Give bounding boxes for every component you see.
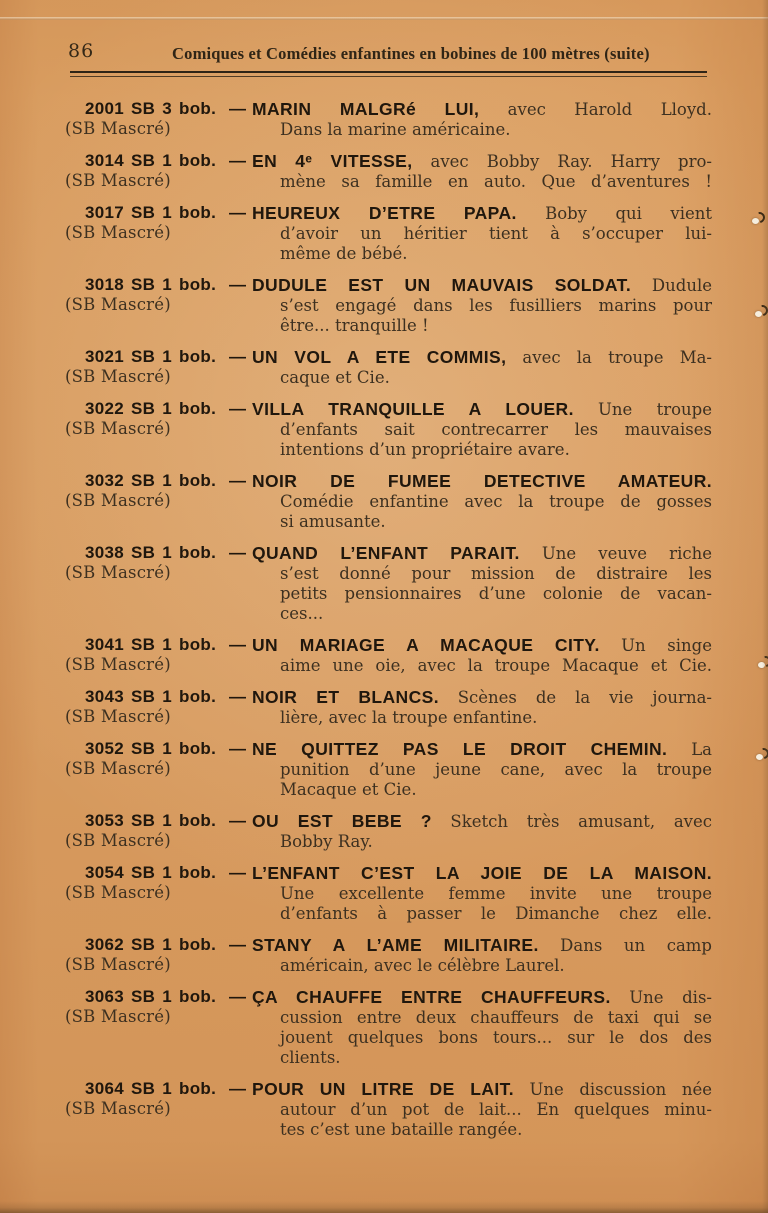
description-line [252,203,712,224]
punch-hole-mark [752,214,763,224]
entry-left-column [65,99,252,140]
film-summary-text: Une excellente femme invite une troupe [280,884,712,903]
entry-dash: — [229,1079,246,1098]
film-summary-text: même de bébé. [280,244,408,263]
entry-dash: — [229,863,246,882]
entry-producer: (SB Mascré) [65,707,171,726]
entry-left-column [65,399,252,460]
entry-left-column [65,935,252,976]
description-line [252,151,712,172]
film-title: OU EST BEBE ? [252,811,432,831]
description-line [252,604,712,624]
entry-producer: (SB Mascré) [65,171,171,190]
film-summary-text: intentions d’un propriétaire avare. [280,440,570,459]
description-line [252,1048,712,1068]
page-title: Comiques et Comédies enfantines en bobines de 100 mètres (suite) [172,44,650,63]
film-summary-text: Macaque et Cie. [280,780,417,799]
film-summary-text: Dudule [651,276,712,295]
description-line [252,244,712,264]
description-line [252,275,712,296]
entry-description [252,739,712,800]
entry-code: 3062 SB 1 bob. [85,935,217,954]
entry-producer: (SB Mascré) [65,1007,171,1026]
film-summary-text: Bobby Ray. [280,832,373,851]
entry-description [252,811,712,852]
film-summary-text: clients. [280,1048,341,1067]
film-summary-text: Une dis- [629,988,712,1007]
description-line [252,1100,712,1120]
film-summary-text: petits pensionnaires d’une colonie de vacan- [280,584,712,603]
entry-description [252,275,712,336]
description-line [252,935,712,956]
entry-description [252,203,712,264]
description-line [252,1028,712,1048]
entry-dash: — [229,687,246,706]
film-summary-text: s’est donné pour mission de distraire les [280,564,712,583]
catalog-entry [65,863,712,924]
entry-code: 3017 SB 1 bob. [85,203,217,222]
header-rule [70,71,707,77]
film-summary-text: mène sa famille en auto. Que d’aventures ! [280,172,712,191]
film-title: VILLA TRANQUILLE A LOUER. [252,399,574,419]
catalog-entry [65,987,712,1068]
film-summary-text: s’est engagé dans les fusilliers marins pour [280,296,712,315]
description-line [252,368,712,388]
description-line [252,420,712,440]
catalog-entry [65,203,712,264]
description-line [252,956,712,976]
entry-left-column [65,687,252,728]
description-line [252,904,712,924]
film-summary-text: être... tranquille ! [280,316,429,335]
description-line [252,492,712,512]
punch-hole-mark [755,307,766,317]
entry-code: 3043 SB 1 bob. [85,687,217,706]
entry-producer: (SB Mascré) [65,367,171,386]
description-line [252,543,712,564]
punch-hole-mark [756,750,767,760]
description-line [252,399,712,420]
entries-list [65,99,712,1151]
film-title: NOIR ET BLANCS. [252,687,439,707]
description-line [252,471,712,492]
film-summary-text: punition d’une jeune cane, avec la troupe [280,760,712,779]
entry-dash: — [229,203,246,222]
entry-dash: — [229,399,246,418]
description-line [252,780,712,800]
catalog-entry [65,811,712,852]
entry-producer: (SB Mascré) [65,883,171,902]
film-title: NE QUITTEZ PAS LE DROIT CHEMIN. [252,739,668,759]
description-line [252,832,712,852]
entry-code: 3021 SB 1 bob. [85,347,217,366]
entry-producer: (SB Mascré) [65,119,171,138]
film-title: UN MARIAGE A MACAQUE CITY. [252,635,600,655]
entry-dash: — [229,347,246,366]
description-line [252,687,712,708]
entry-description [252,543,712,624]
entry-producer: (SB Mascré) [65,295,171,314]
catalog-entry [65,471,712,532]
description-line [252,316,712,336]
entry-dash: — [229,543,246,562]
film-summary-text: d’enfants à passer le Dimanche chez elle. [280,904,712,923]
description-line [252,1008,712,1028]
catalog-entry [65,399,712,460]
entry-dash: — [229,935,246,954]
entry-producer: (SB Mascré) [65,223,171,242]
entry-producer: (SB Mascré) [65,759,171,778]
entry-producer: (SB Mascré) [65,491,171,510]
entry-dash: — [229,635,246,654]
film-summary-text: Dans la marine américaine. [280,120,511,139]
entry-producer: (SB Mascré) [65,655,171,674]
entry-left-column [65,863,252,924]
description-line [252,884,712,904]
entry-left-column [65,471,252,532]
film-summary-text: Une troupe [598,400,712,419]
film-summary-text: avec Harold Lloyd. [507,100,712,119]
entry-left-column [65,811,252,852]
catalog-entry [65,1079,712,1140]
entry-producer: (SB Mascré) [65,563,171,582]
entry-dash: — [229,471,246,490]
entry-left-column [65,203,252,264]
entry-code: 3032 SB 1 bob. [85,471,217,490]
entry-producer: (SB Mascré) [65,831,171,850]
entry-dash: — [229,275,246,294]
description-line [252,172,712,192]
film-summary-text: ces... [280,604,324,623]
description-line [252,760,712,780]
page-number: 86 [68,40,95,62]
film-title: L’ENFANT C’EST LA JOIE DE LA MAISON. [252,863,712,883]
film-title: DUDULE EST UN MAUVAIS SOLDAT. [252,275,632,295]
film-title: UN VOL A ETE COMMIS, [252,347,507,367]
film-title: ÇA CHAUFFE ENTRE CHAUFFEURS. [252,987,611,1007]
entry-description [252,935,712,976]
film-title: EN 4ᵉ VITESSE, [252,151,413,171]
film-summary-text: aime une oie, avec la troupe Macaque et Cie. [280,656,712,675]
entry-description [252,99,712,140]
entry-description [252,347,712,388]
catalog-entry [65,635,712,676]
description-line [252,584,712,604]
film-summary-text: Une veuve riche [541,544,712,563]
film-summary-text: cussion entre deux chauffeurs de taxi qui se [280,1008,712,1027]
entry-left-column [65,739,252,800]
description-line [252,811,712,832]
film-summary-text: d’enfants sait contrecarrer les mauvaises [280,420,712,439]
entry-producer: (SB Mascré) [65,1099,171,1118]
film-summary-text: Sketch très amusant, avec [450,812,712,831]
description-line [252,99,712,120]
page-edge-shadow [762,0,768,1213]
description-line [252,224,712,244]
entry-dash: — [229,151,246,170]
description-line [252,296,712,316]
description-line [252,739,712,760]
entry-left-column [65,543,252,624]
film-summary-text: Boby qui vient [545,204,712,223]
film-title: HEUREUX D’ETRE PAPA. [252,203,517,223]
film-summary-text: autour d’un pot de lait... En quelques minu- [280,1100,712,1119]
entry-code: 3041 SB 1 bob. [85,635,217,654]
description-line [252,656,712,676]
film-summary-text: avec la troupe Ma- [522,348,713,367]
description-line [252,987,712,1008]
film-summary-text: Dans un camp [560,936,712,955]
description-line [252,1120,712,1140]
film-title: MARIN MALGRé LUI, [252,99,480,119]
catalog-entry [65,739,712,800]
entry-code: 3053 SB 1 bob. [85,811,217,830]
description-line [252,347,712,368]
film-summary-text: Une discussion née [529,1080,713,1099]
catalog-entry [65,687,712,728]
entry-dash: — [229,811,246,830]
entry-code: 3064 SB 1 bob. [85,1079,217,1098]
film-summary-text: caque et Cie. [280,368,390,387]
entry-left-column [65,635,252,676]
description-line [252,512,712,532]
description-line [252,564,712,584]
entry-producer: (SB Mascré) [65,955,171,974]
entry-description [252,1079,712,1140]
description-line [252,120,712,140]
entry-dash: — [229,739,246,758]
description-line [252,708,712,728]
film-title: QUAND L’ENFANT PARAIT. [252,543,520,563]
film-summary-text: avec Bobby Ray. Harry pro- [430,152,712,171]
description-line [252,635,712,656]
film-summary-text: Scènes de la vie journa- [457,688,712,707]
entry-code: 3052 SB 1 bob. [85,739,217,758]
entry-code: 2001 SB 3 bob. [85,99,217,118]
film-summary-text: lière, avec la troupe enfantine. [280,708,538,727]
film-summary-text: d’avoir un héritier tient à s’occuper lui- [280,224,712,243]
entry-description [252,687,712,728]
entry-dash: — [229,987,246,1006]
film-summary-text: Un singe [621,636,712,655]
film-title: STANY A L’AME MILITAIRE. [252,935,539,955]
entry-left-column [65,151,252,192]
entry-description [252,399,712,460]
paper-crease [0,17,768,20]
film-summary-text: si amusante. [280,512,386,531]
entry-left-column [65,1079,252,1140]
film-summary-text: Comédie enfantine avec la troupe de gosses [280,492,712,511]
entry-left-column [65,347,252,388]
description-line [252,863,712,884]
punch-hole-mark [758,658,768,668]
catalog-entry [65,151,712,192]
entry-dash: — [229,99,246,118]
entry-code: 3022 SB 1 bob. [85,399,217,418]
film-summary-text: jouent quelques bons tours... sur le dos des [280,1028,712,1047]
description-line [252,1079,712,1100]
film-title: POUR UN LITRE DE LAIT. [252,1079,515,1099]
entry-code: 3038 SB 1 bob. [85,543,217,562]
entry-code: 3018 SB 1 bob. [85,275,217,294]
entry-producer: (SB Mascré) [65,419,171,438]
entry-description [252,635,712,676]
entry-code: 3014 SB 1 bob. [85,151,217,170]
entry-left-column [65,275,252,336]
entry-description [252,987,712,1068]
catalog-entry [65,275,712,336]
film-summary-text: américain, avec le célèbre Laurel. [280,956,565,975]
entry-left-column [65,987,252,1068]
description-line [252,440,712,460]
catalog-entry [65,543,712,624]
entry-description [252,471,712,532]
catalog-entry [65,935,712,976]
page-bottom-shadow [0,1201,768,1213]
entry-description [252,151,712,192]
entry-code: 3054 SB 1 bob. [85,863,217,882]
catalog-entry [65,99,712,140]
entry-description [252,863,712,924]
film-title: NOIR DE FUMEE DETECTIVE AMATEUR. [252,471,712,491]
film-summary-text: tes c’est une bataille rangée. [280,1120,523,1139]
entry-code: 3063 SB 1 bob. [85,987,217,1006]
catalog-entry [65,347,712,388]
film-summary-text: La [691,740,713,759]
